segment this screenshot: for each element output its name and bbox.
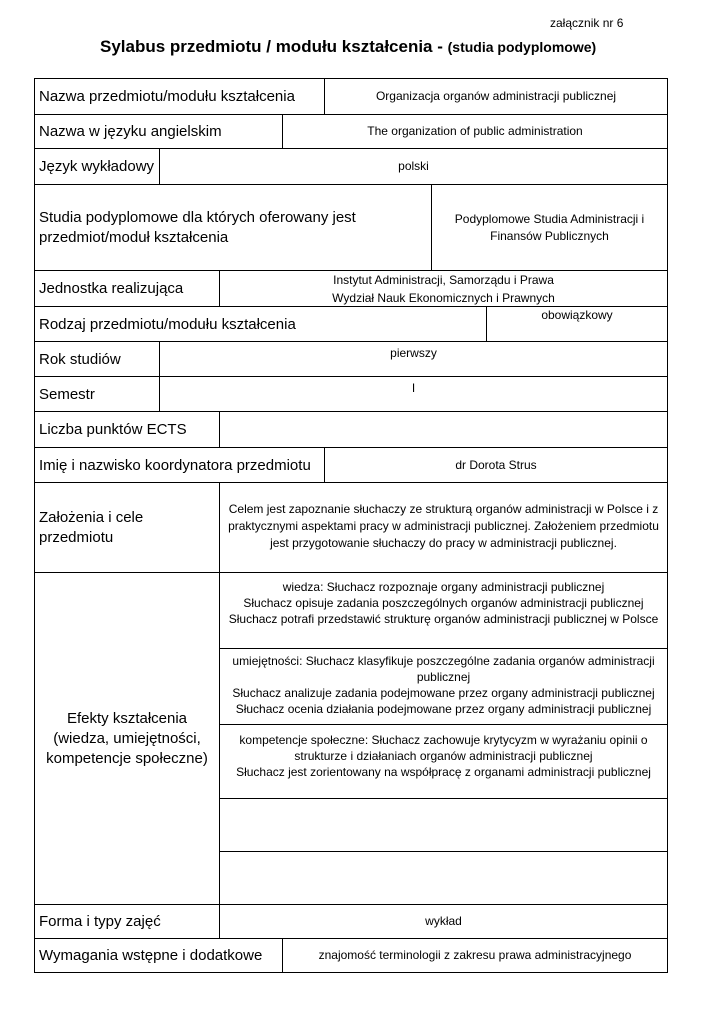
row-course-name [34, 78, 668, 115]
ects-label: Liczba punktów ECTS [35, 412, 220, 447]
english-name-label: Nazwa w języku angielskim [35, 115, 283, 148]
requirements-label: Wymagania wstępne i dodatkowe [35, 939, 283, 972]
row-course-type [34, 307, 668, 342]
row-ects [34, 412, 668, 448]
goals-label: Założenia i cele przedmiotu [35, 483, 220, 572]
coordinator-label: Imię i nazwisko koordynatora przedmiotu [35, 448, 325, 482]
outcomes-label: Efekty kształcenia (wiedza, umiejętności, kompetencje społeczne) [35, 573, 220, 904]
ects-value [220, 412, 667, 447]
requirements-value: znajomość terminologii z zakresu prawa administracyjnego [318, 948, 632, 962]
title-main: Sylabus przedmiotu / modułu kształcenia - [100, 37, 448, 56]
unit-faculty: Wydział Nauk Ekonomicznych i Prawnych [332, 290, 555, 305]
row-language [34, 149, 668, 185]
title-subtitle: (studia podyplomowe) [447, 39, 597, 55]
programme-label: Studia podyplomowe dla których oferowany jest przedmiot/moduł kształcenia [35, 185, 432, 270]
row-goals [34, 483, 668, 573]
annex-number: załącznik nr 6 [550, 16, 624, 30]
language-label: Język wykładowy [35, 149, 160, 184]
outcomes-knowledge [220, 573, 667, 648]
course-name-label: Nazwa przedmiotu/modułu kształcenia [35, 79, 325, 114]
programme-value: Podyplomowe Studia Administracji i Finansów Publicznych [454, 211, 645, 243]
goals-value: Celem jest zapoznanie słuchaczy ze strukturą organów administracji w Polsce i z praktycznymi aspektami pracy w administracji publicznej. Założeniem przedmiotu jest przygotowanie słuchaczy do pracy w administracji publicznej. [228, 502, 659, 550]
row-unit [34, 271, 668, 307]
year-label: Rok studiów [35, 342, 160, 376]
year-value: pierwszy [390, 346, 437, 360]
course-type-value: obowiązkowy [541, 308, 613, 322]
outcomes-empty-cell [220, 851, 667, 903]
competences-line: kompetencje społeczne: Słuchacz zachowuje krytycyzm w wyrażaniu opinii o strukturze i działaniach organów administracji publicznej [239, 733, 648, 763]
form-label: Forma i typy zajęć [35, 905, 220, 938]
skills-line: umiejętności: Słuchacz klasyfikuje poszczególne zadania organów administracji publicznej [232, 654, 655, 684]
skills-line: Słuchacz analizuje zadania podejmowane przez organy administracji publicznej [232, 686, 655, 700]
skills-line: Słuchacz ocenia działania podejmowane przez organy administracji publicznej [235, 702, 652, 716]
semester-label: Semestr [35, 377, 160, 411]
document-title [100, 37, 596, 57]
course-type-label: Rodzaj przedmiotu/modułu kształcenia [35, 307, 487, 341]
row-english-name [34, 115, 668, 149]
language-value: polski [398, 159, 429, 173]
row-semester [34, 377, 668, 412]
semester-value: I [411, 381, 416, 395]
knowledge-line: wiedza: Słuchacz rozpoznaje organy administracji publicznej [282, 580, 605, 594]
row-form [34, 905, 668, 939]
knowledge-line: Słuchacz opisuje zadania poszczególnych organów administracji publicznej [243, 596, 644, 610]
row-programme [34, 185, 668, 271]
competences-line: Słuchacz jest zorientowany na współpracę z organami administracji publicznej [236, 765, 651, 779]
outcomes-skills [220, 648, 667, 724]
form-value: wykład [425, 914, 462, 928]
unit-label: Jednostka realizująca [35, 271, 220, 306]
row-coordinator [34, 448, 668, 483]
english-name-value: The organization of public administration [367, 124, 583, 138]
course-name-value: Organizacja organów administracji publicznej [375, 89, 617, 103]
coordinator-value: dr Dorota Strus [455, 457, 537, 472]
knowledge-line: Słuchacz potrafi przedstawić strukturę organów administracji publicznej w Polsce [228, 612, 659, 626]
outcomes-empty-cell [220, 798, 667, 851]
outcomes-competences [220, 724, 667, 798]
unit-value [220, 271, 667, 306]
unit-institute: Instytut Administracji, Samorządu i Prawa [333, 272, 554, 287]
row-outcomes [34, 573, 668, 905]
row-requirements [34, 939, 668, 973]
row-year [34, 342, 668, 377]
